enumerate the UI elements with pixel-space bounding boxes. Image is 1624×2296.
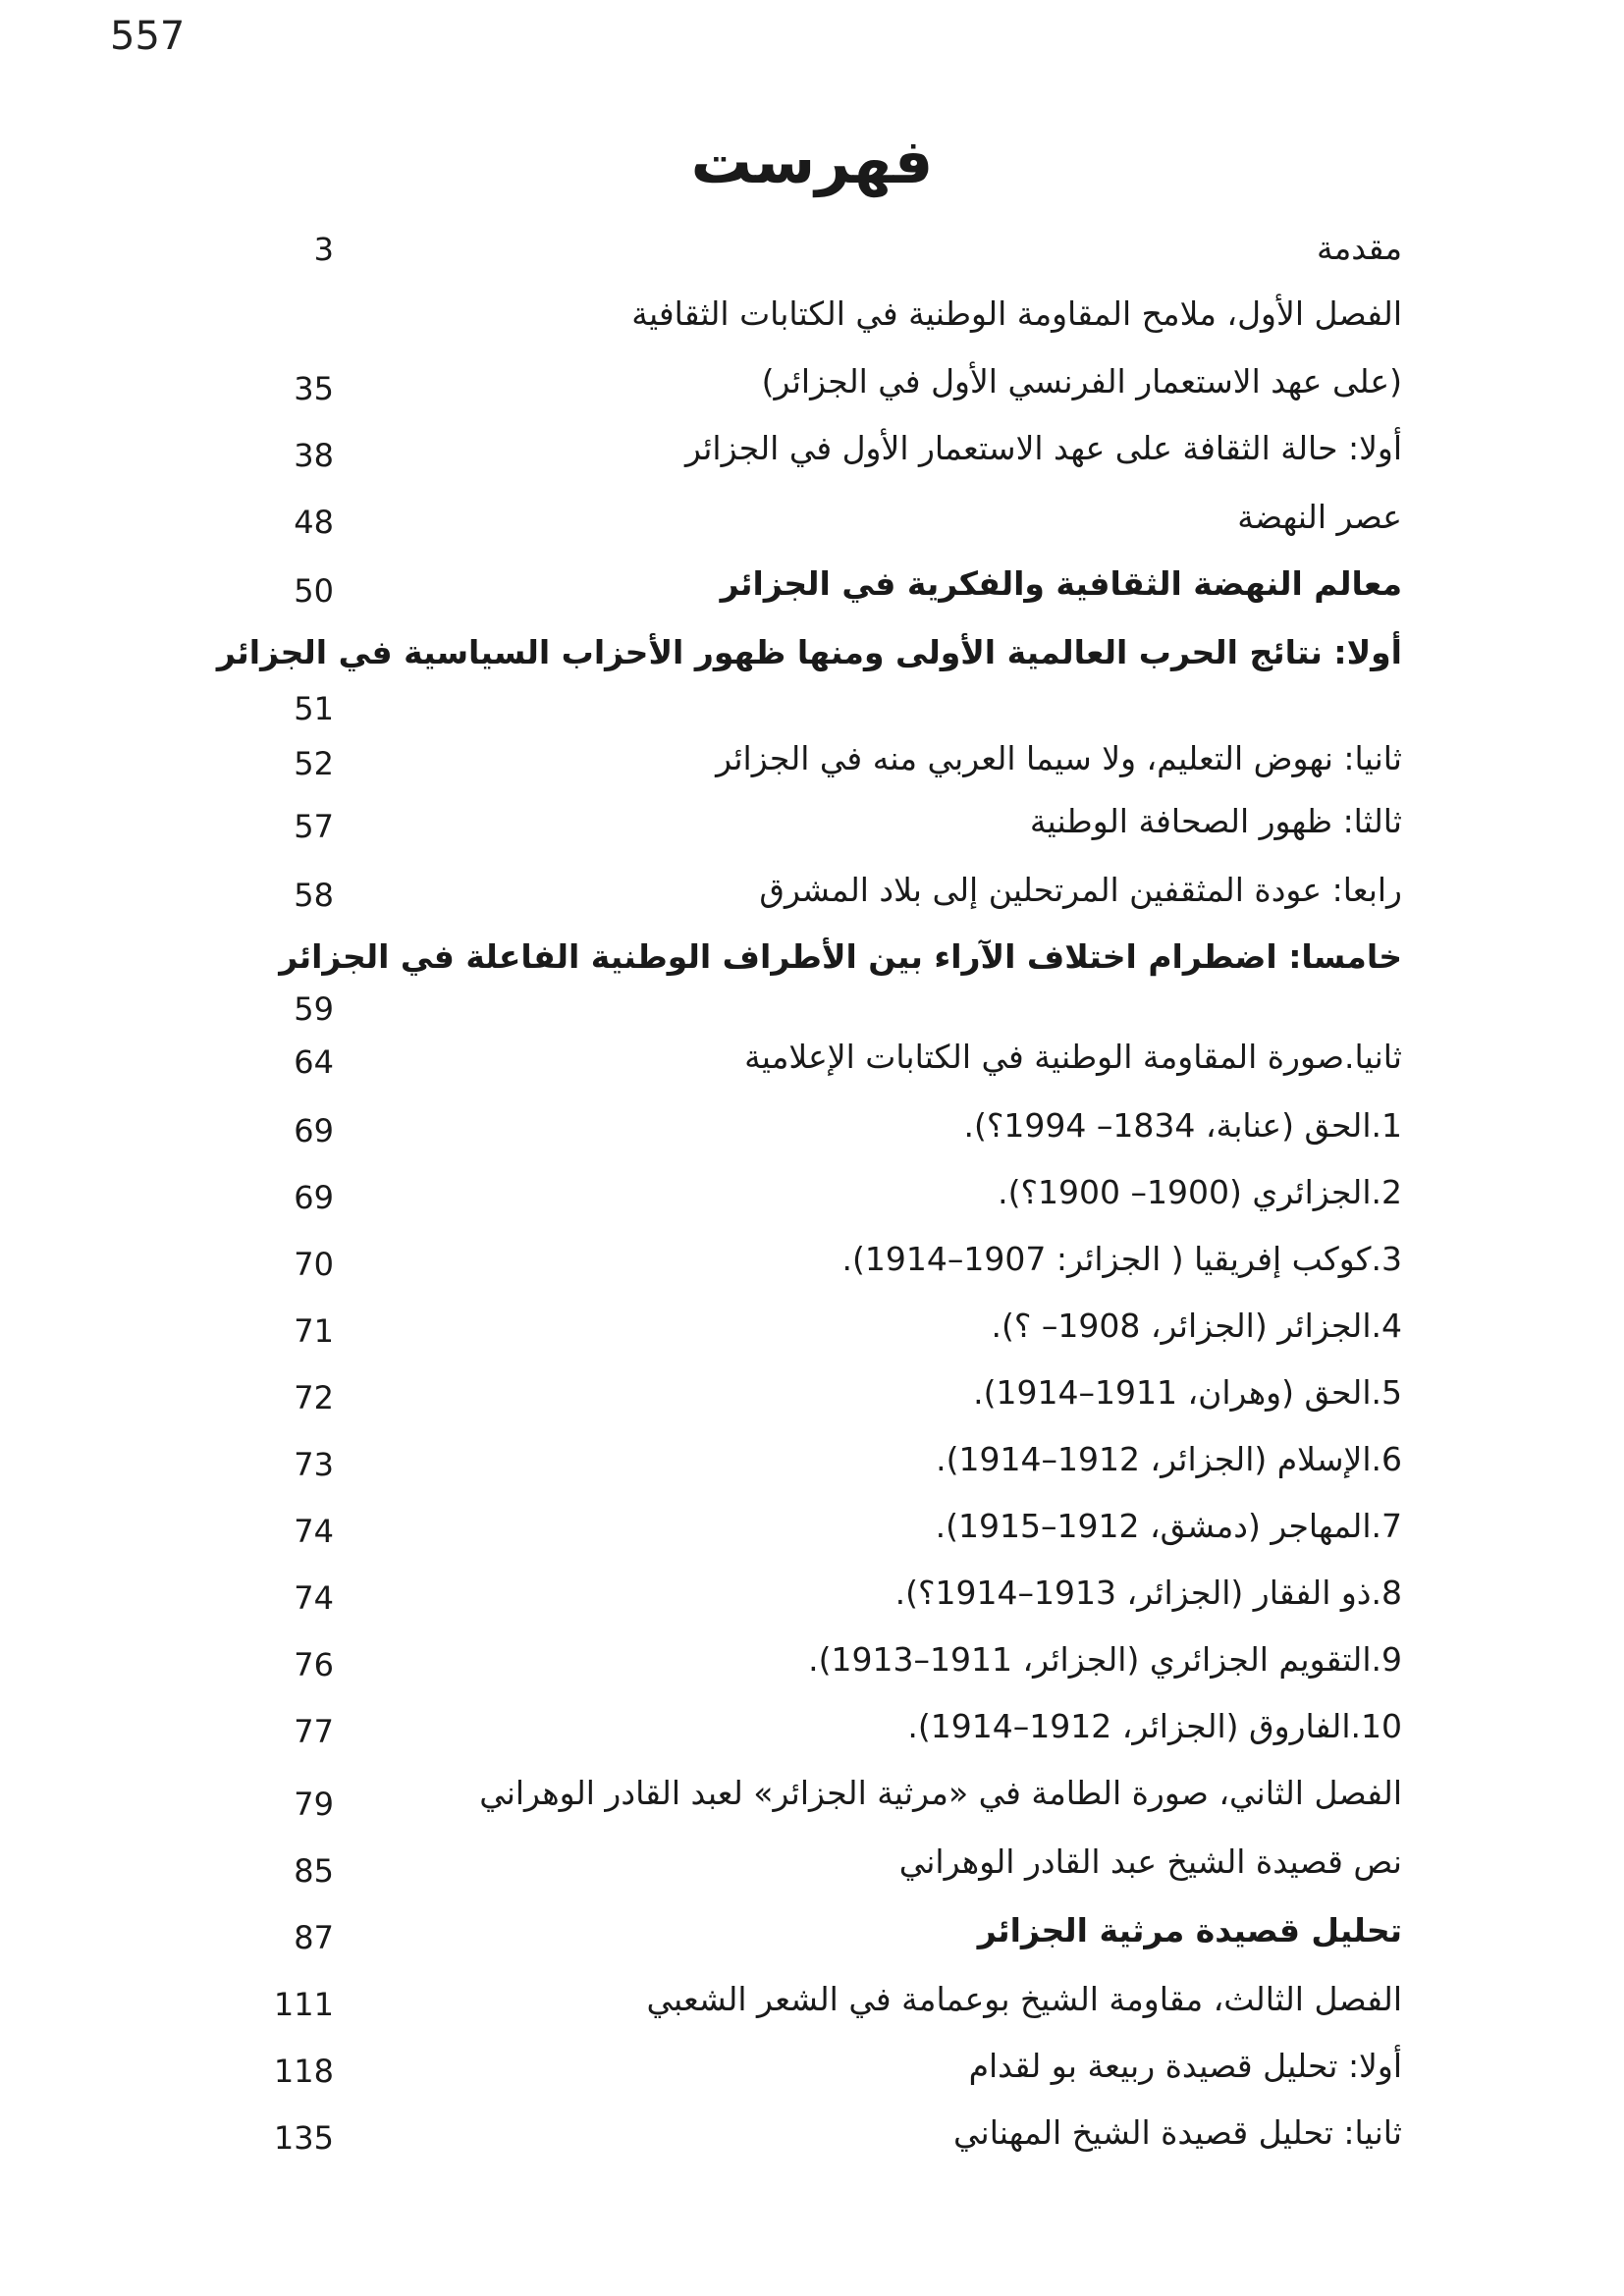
toc-entry-page: 85 [294, 1852, 334, 1890]
toc-entry-text: أولا: حالة الثقافة على عهد الاستعمار الأول في الجزائر [685, 429, 1402, 467]
toc-entry-text: رابعا: عودة المثقفين المرتحلين إلى بلاد المشرق [759, 871, 1402, 909]
toc-entry-page: 74 [294, 1579, 334, 1617]
toc-entry-text: ثالثا: ظهور الصحافة الوطنية [1029, 802, 1402, 840]
toc-entry-text: 9.التقويم الجزائري (الجزائر، 1911–1913). [808, 1640, 1402, 1679]
toc-entry-page: 77 [294, 1713, 334, 1750]
toc-entry-text: ثانيا: نهوض التعليم، ولا سيما العربي منه في الجزائر [716, 739, 1402, 777]
toc-entry-page: 73 [294, 1446, 334, 1483]
toc-entry-page: 111 [273, 1986, 334, 2023]
toc-entry-page: 57 [294, 808, 334, 845]
toc-entry-page: 76 [294, 1646, 334, 1683]
title-text: فهرست [690, 126, 934, 197]
toc-entry-page: 135 [273, 2119, 334, 2157]
toc-entry-text: 2.الجزائري (1900– 1900؟). [998, 1173, 1402, 1211]
toc-entry-text: 3.كوكب إفريقيا ( الجزائر: 1907–1914). [841, 1240, 1402, 1278]
toc-entry-page: 70 [294, 1246, 334, 1283]
toc-entry-text: معالم النهضة الثقافية والفكرية في الجزائر [720, 564, 1402, 603]
toc-entry-page: 79 [294, 1786, 334, 1823]
toc-entry-text: 10.الفاروق (الجزائر، 1912–1914). [907, 1707, 1402, 1745]
toc-entry-page: 118 [273, 2053, 334, 2090]
toc-entry-text: 7.المهاجر (دمشق، 1912–1915). [935, 1507, 1402, 1545]
toc-entry-text: تحليل قصيدة مرثية الجزائر [977, 1911, 1402, 1949]
toc-entry-page: 69 [294, 1112, 334, 1149]
toc-entry-page: 58 [294, 877, 334, 914]
toc-entry-text: الفصل الأول، ملامح المقاومة الوطنية في الكتابات الثقافية [631, 294, 1402, 333]
toc-entry-text: الفصل الثاني، صورة الطامة في «مرثية الجزائر» لعبد القادر الوهراني [479, 1774, 1402, 1812]
toc-entry-page: 50 [294, 572, 334, 610]
toc-entry-page: 74 [294, 1513, 334, 1550]
toc-entry-text: 6.الإسلام (الجزائر، 1912–1914). [936, 1440, 1402, 1478]
toc-entry-text: 1.الحق (عنابة، 1834– 1994؟). [963, 1106, 1402, 1145]
toc-entry-text: 4.الجزائر (الجزائر، 1908– ؟). [991, 1307, 1402, 1345]
toc-entry-page: 48 [294, 504, 334, 541]
page-number: 557 [110, 14, 186, 59]
toc-entry-text: أولا: نتائج الحرب العالمية الأولى ومنها ظهور الأحزاب السياسية في الجزائر [216, 633, 1402, 671]
toc-entry-page: 51 [294, 690, 334, 727]
toc-entry-page: 52 [294, 745, 334, 782]
toc-entry-page: 72 [294, 1379, 334, 1416]
toc-entry-text: الفصل الثالث، مقاومة الشيخ بوعمامة في الشعر الشعبي [646, 1980, 1402, 2018]
toc-entry-text: نص قصيدة الشيخ عبد القادر الوهراني [898, 1842, 1402, 1881]
toc-entry-page: 69 [294, 1179, 334, 1216]
toc-entry-text: (على عهد الاستعمار الفرنسي الأول في الجزائر) [761, 362, 1402, 400]
toc-entry-text: 8.ذو الفقار (الجزائر، 1913–1914؟). [894, 1574, 1402, 1612]
toc-entry-text: ثانيا: تحليل قصيدة الشيخ المهناني [953, 2113, 1402, 2152]
toc-entry-page: 59 [294, 990, 334, 1028]
toc-entry-text: 5.الحق (وهران، 1911–1914). [973, 1373, 1402, 1412]
toc-entry-text: أولا: تحليل قصيدة ربيعة بو لقدام [968, 2047, 1402, 2085]
toc-entry-text: خامسا: اضطرام اختلاف الآراء بين الأطراف الوطنية الفاعلة في الجزائر [279, 937, 1402, 976]
toc-entry-text: ثانيا.صورة المقاومة الوطنية في الكتابات الإعلامية [744, 1038, 1402, 1076]
toc-entry-page: 38 [294, 437, 334, 474]
toc-entry-page: 3 [313, 231, 334, 268]
toc-entry-text: عصر النهضة [1237, 498, 1402, 536]
toc-entry-page: 64 [294, 1043, 334, 1081]
toc-entry-text: مقدمة [1316, 229, 1402, 267]
toc-entry-page: 35 [294, 370, 334, 407]
toc-entry-page: 71 [294, 1312, 334, 1350]
toc-entry-page: 87 [294, 1919, 334, 1956]
